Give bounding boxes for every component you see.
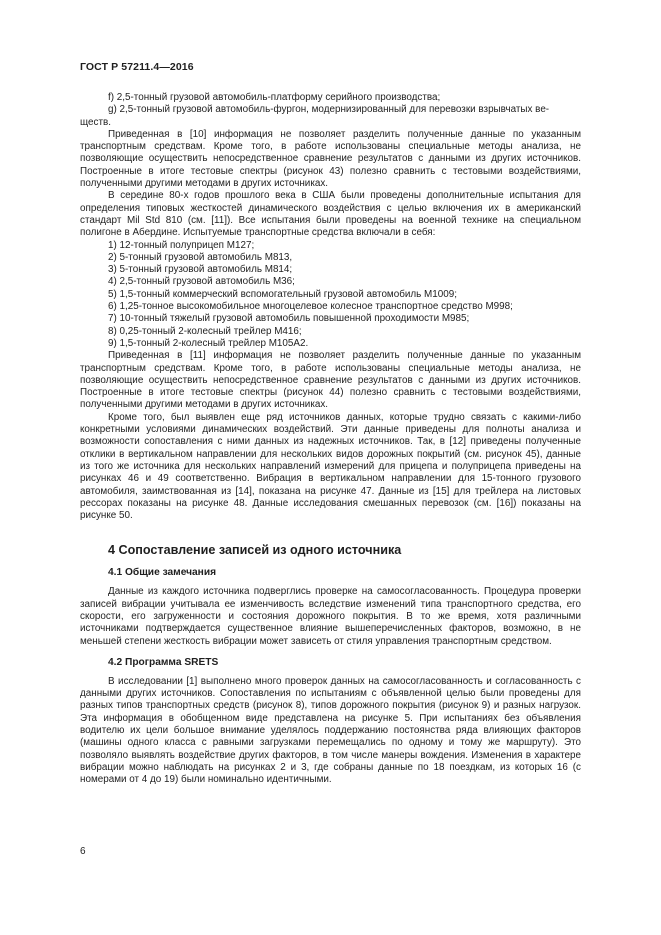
list-item: 3) 5-тонный грузовой автомобиль М814;	[108, 264, 293, 276]
list-item: g) 2,5-тонный грузовой автомобиль-фургон, модернизированный для перевозки взрывчатых ве-	[108, 104, 550, 116]
paragraph: Приведенная в [11] информация не позволяет разделить полученные данные по указанным транспортным средствам. Кроме того, в работе использованы специальные методы анализа, не позволяющие осуществить непосредственное сравнение результатов с данными из других источников. Построенные в итоге тестовые спектры (рисунок 44) полезно сравнить с тестовыми воздействиями, полученными другими методами в других источниках.	[80, 350, 581, 411]
subsection-heading: 4.1 Общие замечания	[108, 567, 217, 579]
list-item: f) 2,5-тонный грузовой автомобиль-платформу серийного производства;	[108, 92, 441, 103]
paragraph: В середине 80-х годов прошлого века в США были проведены дополнительные испытания для определения типовых жесткостей динамического воздействия с целью включения их в американский стандарт Mil Std 810 (см. [11]). Все испытания были проведены на военной технике на специальном полигоне в Абердине. Испытуемые транспортные средства включали в себя:	[80, 190, 581, 239]
list-item: 7) 10-тонный тяжелый грузовой автомобиль повышенной проходимости М985;	[108, 313, 470, 325]
paragraph: Кроме того, был выявлен еще ряд источников данных, которые трудно связать с какими-либо конкретными условиями динамических воздействий. Эти данные приведены для полноты анализа и возможности сопоставления с ними данных из надежных источников. Так, в [12] приведены полученные отклики в вертикальном направлении для нескольких видов дорожных покрытий (см. рисунок 45), данные из того же источника для нескольких направлений измерений для прицепа и полуприцепа приведены на рисунках 46 и 49 соответственно. Вибрация в вертикальном направлении для 15-тонного грузового автомобиля, заимствованная из [14], показана на рисунке 47. Данные из [15] для трейлера на листовых рессорах показаны на рисунке 48. Данные исследования смешанных перевозок (см. [16]) показаны на рисунке 50.	[80, 411, 581, 522]
list-item: 1) 12-тонный полуприцеп М127;	[108, 239, 255, 251]
list-item: 4) 2,5-тонный грузовой автомобиль М36;	[108, 276, 295, 288]
list-item: 2) 5-тонный грузовой автомобиль М813,	[108, 251, 293, 263]
list-item: 9) 1,5-тонный 2-колесный трейлер М105А2.	[108, 337, 309, 349]
list-item: 8) 0,25-тонный 2-колесный трейлер М416;	[108, 325, 302, 337]
document-header: ГОСТ Р 57211.4—2016	[80, 61, 194, 73]
paragraph: В исследовании [1] выполнено много проверок данных на самосогласованность и согласованность с данными других источников. Сопоставления по испытаниям с объявленной целью были проведены для разных типов транспортных средств (рисунок 8), типов дорожного покрытия (рисунок 9) и разных нагрузок. Эта информация в обобщенном виде представлена на рисунке 5. При испытаниях без объявления водителю их цели большое внимание уделялось поддержанию постоянства ряда влияющих факторов (машины одного класса с равными загрузками перемещались по одному и тому же маршруту). Это позволяло выявлять воздействие других факторов, в том числе манеры вождения. Изменения в характере вибрации можно наблюдать на рисунках 2 и 3, где собраны данные по 18 поездкам, из которых 16 (с номерами от 4 до 19) были номинально идентичными.	[80, 675, 581, 786]
page-number: 6	[80, 846, 86, 857]
paragraph: Данные из каждого источника подверглись проверке на самосогласованность. Процедура проверки записей вибрации учитывала ее изменчивость вследствие изменений типа транспортного средства, его скорости, его загруженности и состояния дорожного покрытия. В то же время, хотя различными источниками подтверждается существенное влияние вышеперечисленных факторов, возможно, в не меньшей степени жесткость вибрации может зависеть от стиля управления транспортным средством.	[80, 586, 581, 647]
section-heading: 4 Сопоставление записей из одного источника	[108, 543, 402, 558]
list-item: 5) 1,5-тонный коммерческий вспомогательный грузовой автомобиль М1009;	[108, 288, 457, 300]
paragraph: ществ.	[80, 116, 111, 128]
subsection-heading: 4.2 Программа SRETS	[108, 656, 219, 668]
paragraph: Приведенная в [10] информация не позволяет разделить полученные данные по указанным транспортным средствам. Кроме того, в работе использованы специальные методы анализа, не позволяющие осуществить непосредственное сравнение результатов с данными из других источников. Построенные в итоге тестовые спектры (рисунок 43) полезно сравнить с тестовыми воздействиями, полученными другими методами в других источниках.	[80, 128, 581, 190]
list-item: 6) 1,25-тонное высокомобильное многоцелевое колесное транспортное средство М998;	[108, 301, 513, 313]
document-body	[80, 92, 581, 787]
